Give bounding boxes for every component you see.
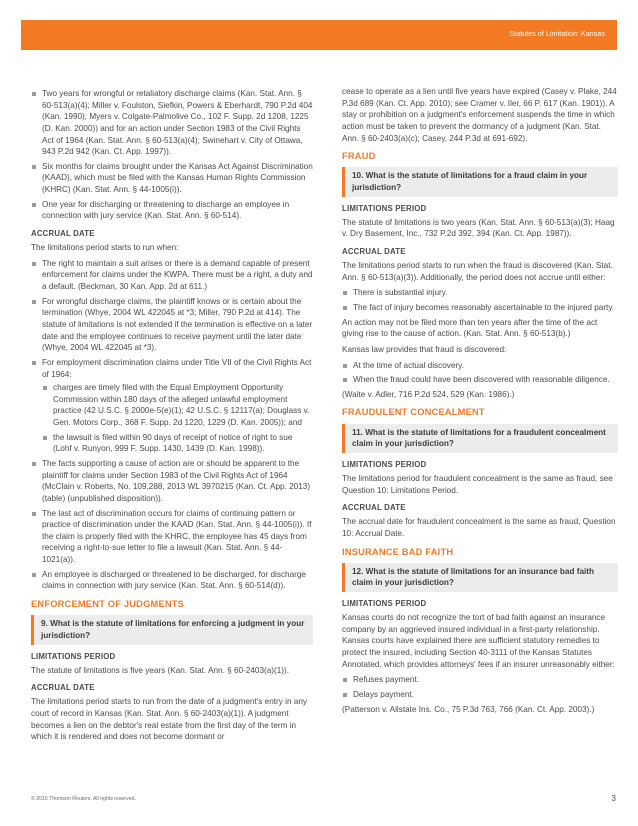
list-item: Refuses payment. xyxy=(342,674,618,686)
question-box: 10. What is the statute of limitations for a fraud claim in your jurisdiction? xyxy=(342,167,618,196)
section-heading-insurance-bad-faith: INSURANCE BAD FAITH xyxy=(342,546,454,557)
citation: (Waite v. Adler, 716 P.2d 524, 529 (Kan. 1986).) xyxy=(342,389,515,399)
sub-bullet-list xyxy=(42,382,313,455)
list-item-text: For employment discrimination claims under Title VII of the Civil Rights Act of 1964: xyxy=(42,357,312,379)
list-item: There is substantial injury. xyxy=(342,287,618,299)
header-bar xyxy=(21,20,617,50)
paragraph: An action may not be filed more than ten years after the time of the act giving rise to the cause of action. (Kan. Stat. Ann. § 60-513(b).) xyxy=(342,317,598,339)
accrual-date-label: ACCRUAL DATE xyxy=(342,247,406,257)
accrual-date-label: ACCRUAL DATE xyxy=(31,683,95,693)
paragraph: The accrual date for fraudulent concealment is the same as fraud, Question 10: Accrual Date. xyxy=(342,517,616,538)
section-heading-enforcement: ENFORCEMENT OF JUDGMENTS xyxy=(31,599,185,610)
paragraph: The statute of limitations is two years (Kan. Stat. Ann. § 60-513(a)(3); Haag v. Dry Basement, Inc., 732 P.2d 392, 394 (Kan. Ct. App. 1987)). xyxy=(342,217,615,239)
discovery-bullet-list xyxy=(342,360,618,386)
paragraph: The limitations period starts to run from the date of a judgment's entry in any court of record in Kansas (Kan. Stat. Ann. § 60-2403(a)(1)). A judgment becomes a lien on the debtor's real estate from the first day of the term in which it is rendered and does not become dormant or xyxy=(31,697,307,742)
list-item: One year for discharging or threatening to discharge an employee in connection with jury service (Kan. Stat. Ann. § 60-514). xyxy=(31,199,313,222)
section-heading-fraudulent-concealment: FRAUDULENT CONCEALMENT xyxy=(342,407,485,418)
left-column xyxy=(31,88,313,747)
list-item: Six months for claims brought under the Kansas Act Against Discrimination (KAAD), which must be filed with the Kansas Human Rights Commission (KHRC) (Kan. Stat. Ann. § 44-1005(i)). xyxy=(31,161,313,196)
limitations-period-label: LIMITATIONS PERIOD xyxy=(342,203,427,213)
paragraph: The limitations period starts to run when the fraud is discovered (Kan. Stat. Ann. § 60-513(a)(3)). Additionally, the period does not accrue until either: xyxy=(342,261,613,282)
limitations-period-label: LIMITATIONS PERIOD xyxy=(31,651,116,661)
accrual-date-label: ACCRUAL DATE xyxy=(31,229,95,239)
top-bullet-list xyxy=(31,88,313,222)
accrual-date-label: ACCRUAL DATE xyxy=(342,503,406,513)
citation: (Patterson v. Allstate Ins. Co., 75 P.3d 763, 766 (Kan. Ct. App. 2003).) xyxy=(342,704,595,714)
accrual-bullet-list xyxy=(31,258,313,592)
right-column xyxy=(342,86,618,719)
page-number: 3 xyxy=(611,794,616,803)
paragraph: The limitations period starts to run when: xyxy=(31,243,179,253)
limitations-period-label: LIMITATIONS PERIOD xyxy=(342,599,427,609)
list-item: Delays payment. xyxy=(342,689,618,701)
list-item: The facts supporting a cause of action are or should be apparent to the plaintiff for claims under Section 1983 of the Civil Rights Act of 1964 (McClain v. Roberts, No. 109,288, 2013 WL 3970215 (Kan. Ct. App. 2013) (table) (unpublished disposition)). xyxy=(31,458,313,505)
question-box: 11. What is the statute of limitations for a fraudulent concealment claim in your jurisdiction? xyxy=(342,424,618,453)
limitations-period-label: LIMITATIONS PERIOD xyxy=(342,459,427,469)
fraud-bullet-list xyxy=(342,287,618,313)
header-title: Statutes of Limitation: Kansas xyxy=(509,31,605,38)
list-item: For wrongful discharge claims, the plaintiff knows or is certain about the termination (Whye, 2004 WL 422045 at *3; Miller, 790 P.2d at 414). The statute of limitations is not extended if the termination is effective on a later date and the employee continues to receive payment until the later date (Whye, 2004 WL 422045 at *3). xyxy=(31,296,313,354)
insurance-bullet-list xyxy=(342,674,618,700)
section-heading-fraud: FRAUD xyxy=(342,151,376,162)
sub-list-item: charges are timely filed with the Equal Employment Opportunity Commission within 180 days of the alleged unlawful employment practice (42 U.S.C. § 2000e-5(e)(1); 42 U.S.C. § 12117(a); Douglass v. Gen. Motors Corp., 368 F. Supp. 2d 1220, 1229 (D. Kan. 2005)); and xyxy=(42,382,313,429)
copyright-notice: © 2015 Thomson Reuters. All rights reserved. xyxy=(31,796,136,802)
list-item xyxy=(31,357,313,455)
paragraph: The statute of limitations is five years (Kan. Stat. Ann. § 60-2403(a)(1)). xyxy=(31,665,290,675)
list-item: Two years for wrongful or retaliatory discharge claims (Kan. Stat. Ann. § 60-513(a)(4); Miller v. Foulston, Siefkin, Powers & Eberhardt, 790 P.2d 404 (Kan. 1990); Myers v. Colgate-Palmolive Co., 102 F. Supp. 2d 1208, 1225 (D. Kan. 2000)) and for an action under Section 1983 of the Civil Rights Act of 1964 (Kan. Stat. Ann. § 60-513(a)(4); Swinehart v. City of Ottawa, 943 P.2d 942 (Kan. Ct. App. 1997)). xyxy=(31,88,313,158)
question-box: 9. What is the statute of limitations for enforcing a judgment in your jurisdiction? xyxy=(31,615,313,644)
list-item: The last act of discrimination occurs for claims of continuing pattern or practice of discrimination under the KAAD (Kan. Stat. Ann. § 44-1005(i)). If the claim is properly filed with the KHRC, the employee has 45 days from receiving a right-to-sue letter to file a lawsuit (Kan. Stat. Ann. § 44-1021(a)). xyxy=(31,508,313,566)
paragraph: Kansas law provides that fraud is discovered: xyxy=(342,344,507,354)
list-item: At the time of actual discovery. xyxy=(342,360,618,372)
paragraph: Kansas courts do not recognize the tort of bad faith against an insurance company by an aggrieved insured individual in a first-party relationship. Kansas courts have explained there are sufficient statutory remedies to protect the insured, including Section 40-3111 of the Kansas Statutes Annotated, which provides attorneys' fees if an insurer unreasonably either: xyxy=(342,613,615,669)
list-item: When the fraud could have been discovered with reasonable diligence. xyxy=(342,374,618,386)
sub-list-item: the lawsuit is filed within 90 days of receipt of notice of right to sue (Lohf v. Runyon, 999 F. Supp. 1430, 1439 (D. Kan. 1998)). xyxy=(42,432,313,455)
list-item: An employee is discharged or threatened to be discharged, for discharge claims in connection with jury service (Kan. Stat. Ann. § 60-514(d)). xyxy=(31,569,313,592)
question-box: 12. What is the statute of limitations for an insurance bad faith claim in your jurisdiction? xyxy=(342,563,618,592)
paragraph: cease to operate as a lien until five years have expired (Casey v. Plake, 244 P.3d 689 (Kan. Ct. App. 2010); see Cramer v. Iler, 66 P. 617 (Kan. 1901)). A stay or prohibition on a judgment's enforcement suspends the time in which action must be taken to prevent the dormancy of a judgment (Kan. Stat. Ann. § 60-2403(a)(c); Casey, 244 P.3d at 691-692). xyxy=(342,87,617,143)
list-item: The right to maintain a suit arises or there is a demand capable of present enforcement for claims under the KWPA. There must be a right, a duty and a default. (Beckman, 30 Kan. App. 2d at 611.) xyxy=(31,258,313,293)
paragraph: The limitations period for fraudulent concealment is the same as fraud, see Question 10: Limitations Period. xyxy=(342,474,613,495)
list-item: The fact of injury becomes reasonably ascertainable to the injured party. xyxy=(342,302,618,314)
